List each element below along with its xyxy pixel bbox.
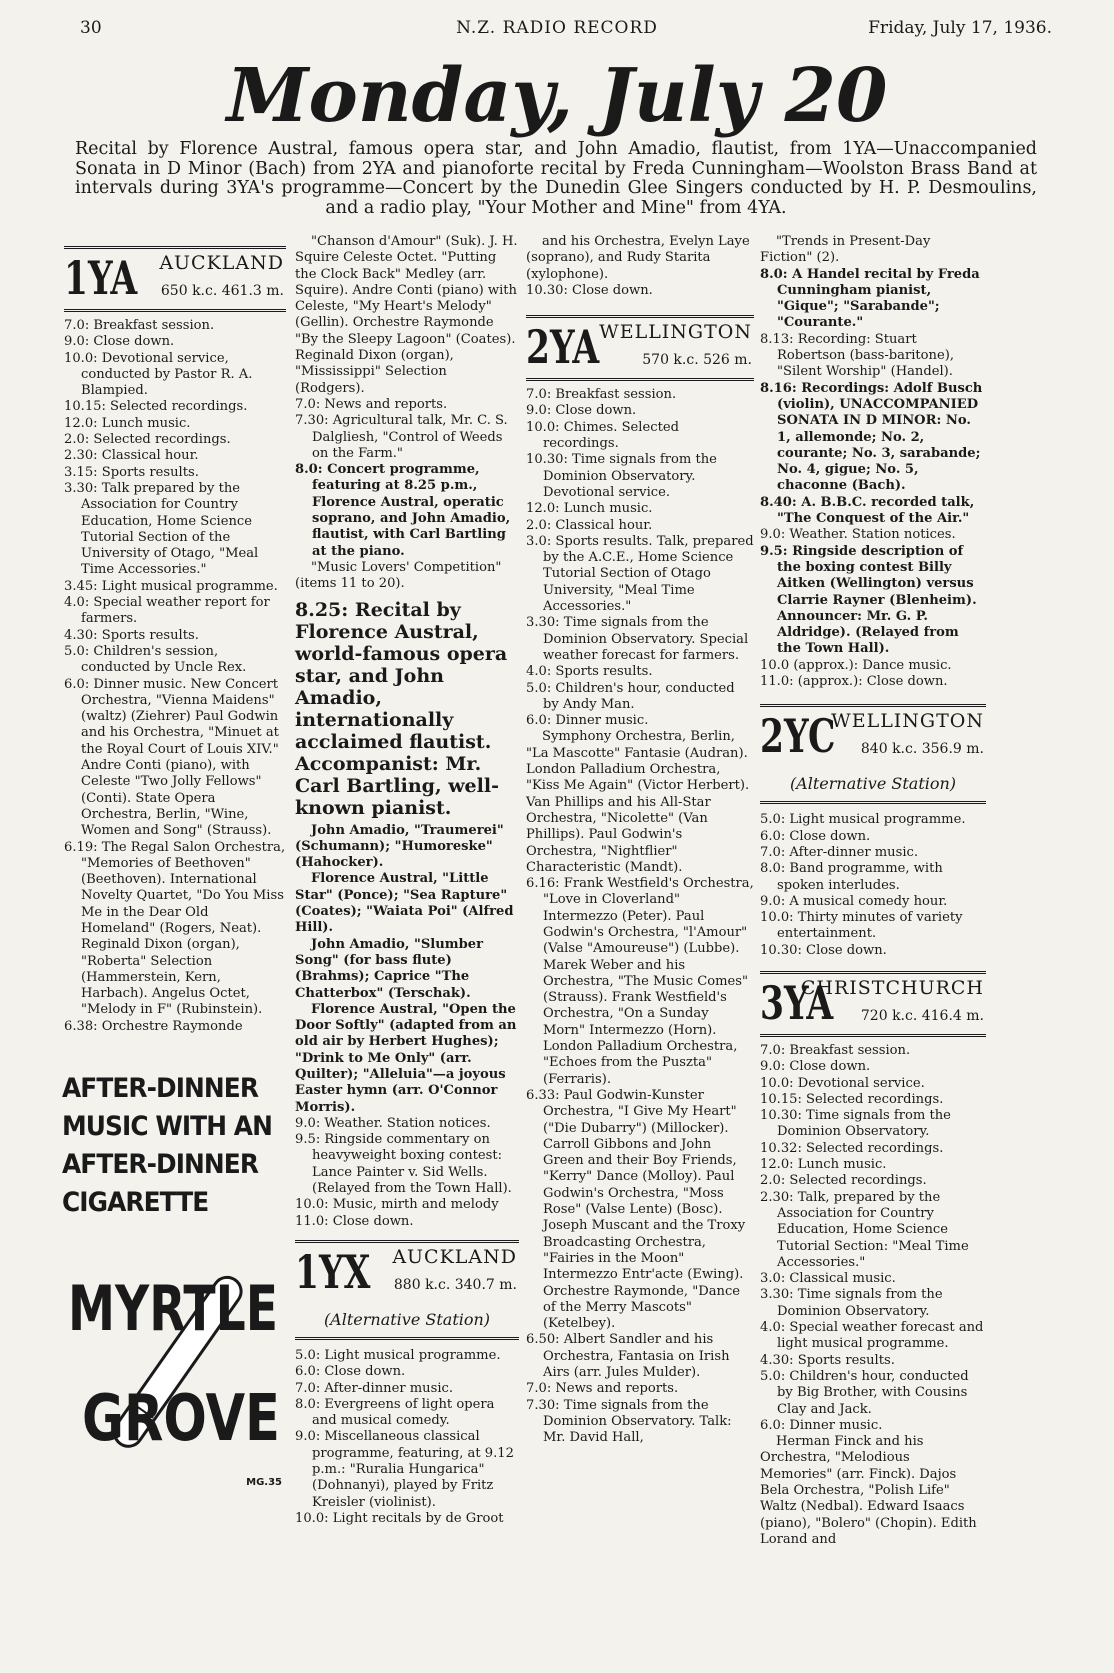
issue-date: Friday, July 17, 1936. <box>868 18 1052 38</box>
programme-item: 10.0: Music, mirth and melody <box>295 1197 499 1213</box>
station-1yx-header <box>295 1240 519 1303</box>
column-1 <box>64 240 286 1035</box>
programme-item: 9.0: Close down. <box>526 403 637 419</box>
programme-item: 8.0: Concert programme, featuring at 8.25 p.m., Florence Austral, operatic soprano, and John Amadio, flautist, with Carl Bartling at the piano. <box>295 462 511 559</box>
brand-name-line: GROVE <box>82 1382 280 1456</box>
programme-item: 4.30: Sports results. <box>760 1352 895 1368</box>
ad-line: MUSIC WITH AN <box>62 1111 272 1142</box>
programme-item: "Music Lovers' Competition" (items 11 to 20). <box>295 559 502 592</box>
ad-line: CIGARETTE <box>62 1187 209 1218</box>
publication-name: N.Z. RADIO RECORD <box>456 18 658 38</box>
programme-item: 12.0: Lunch music. <box>526 501 653 517</box>
programme-item: 3.30: Talk prepared by the Association for Country Education, Home Science Tutorial Section of the University of Otago, "Meal Time Accessories." <box>64 480 259 578</box>
programme-item: 3.30: Time signals from the Dominion Observatory. <box>760 1287 943 1319</box>
station-frequency: 570 k.c. 526 m. <box>642 352 752 369</box>
programme-item: 6.0: Close down. <box>760 828 871 844</box>
programme-item: 10.0: Chimes. Selected recordings. <box>526 419 679 452</box>
station-call-sign: 3YA <box>760 975 834 1030</box>
station-call-sign: 1YX <box>295 1244 371 1299</box>
page-title: Monday, July 20 <box>226 53 888 139</box>
programme-item: 10.30: Close down. <box>760 942 887 958</box>
station-city: WELLINGTON <box>831 710 984 733</box>
programme-continuation: and his Orchestra, Evelyn Laye (soprano), and Rudy Starita (xylophone). <box>526 234 750 282</box>
programme-item: John Amadio, "Traumerei" (Schumann); "Humoreske" (Hahocker). <box>295 822 504 871</box>
alternative-station-label: (Alternative Station) <box>295 1309 519 1340</box>
programme-item: 8.13: Recording: Stuart Robertson (bass-baritone), "Silent Worship" (Handel). <box>760 331 954 380</box>
programme-item: 10.0 (approx.): Dance music. <box>760 657 952 673</box>
programme-item: 9.0: Weather. Station notices. <box>760 527 956 543</box>
ad-code: MG.35 <box>246 1477 282 1488</box>
programme-item: 9.0: Weather. Station notices. <box>295 1115 491 1131</box>
programme-item: 5.0: Light musical programme. <box>760 812 966 828</box>
brand-logo <box>62 1240 284 1480</box>
programme-item: 3.15: Sports results. <box>64 464 199 480</box>
programme-item: 10.0: Light recitals by de Groot <box>295 1510 504 1526</box>
programme-item: 10.0: Devotional service. <box>760 1075 925 1091</box>
programme-item: 7.30: Time signals from the Dominion Observatory. Talk: Mr. David Hall, <box>526 1397 732 1446</box>
programme-item: 10.32: Selected recordings. <box>760 1140 944 1156</box>
station-city: CHRISTCHURCH <box>800 976 984 999</box>
station-2yc-header <box>760 704 986 767</box>
programme-item: 10.0: Devotional service, conducted by Pastor R. A. Blampied. <box>64 350 253 399</box>
programme-item: 5.0: Children's hour, conducted by Big Brother, with Cousins Clay and Jack. <box>760 1368 969 1417</box>
myrtle-grove-advertisement <box>62 1070 284 1490</box>
programme-item: 4.0: Sports results. <box>526 664 653 680</box>
column-3 <box>526 234 754 1446</box>
page-number: 30 <box>80 18 102 38</box>
alternative-station-label: (Alternative Station) <box>760 773 986 804</box>
programme-item: 10.15: Selected recordings. <box>64 399 248 415</box>
intro-paragraph: Recital by Florence Austral, famous opera star, and John Amadio, flautist, from 1YA—Unaccompanied Sonata in D Minor (Bach) from 2YA and pianoforte recital by Freda Cunningham—Woolston Brass Band at intervals during 3YA's programme—Concert by the Dunedin Glee Singers conducted by H. P. Desmoulins, and a radio play, "Your Mother and Mine" from 4YA. <box>75 139 1037 218</box>
programme-item: 6.0: Dinner music. <box>760 1417 883 1433</box>
column-2 <box>295 234 519 1527</box>
station-frequency: 650 k.c. 461.3 m. <box>160 283 284 299</box>
programme-item: 6.38: Orchestre Raymonde <box>64 1018 243 1034</box>
programme-item: Symphony Orchestra, Berlin, "La Mascotte" Fantasie (Audran). London Palladium Orchestra, "Kiss Me Again" (Victor Herbert). Van Phillips and his All-Star Orchestra, "Nicolette" (Van Phillips). Paul Godwin's Orchestra, "Nightflier" Characteristic (Mandt). <box>526 729 750 875</box>
programme-item: 7.30: Agricultural talk, Mr. C. S. Dalgliesh, "Control of Weeds on the Farm." <box>295 413 508 461</box>
station-city: AUCKLAND <box>392 1245 517 1268</box>
station-3ya-header <box>760 971 986 1037</box>
programme-item: 5.0: Children's session, conducted by Uncle Rex. <box>64 643 247 676</box>
programme-item: 3.30: Time signals from the Dominion Observatory. Special weather forecast for farmers. <box>526 615 749 663</box>
programme-item: 2.30: Classical hour. <box>64 448 199 464</box>
programme-item: 8.0: A Handel recital by Freda Cunningham pianist, "Gique"; "Sarabande"; "Courante." <box>760 266 980 331</box>
programme-item: 6.19: The Regal Salon Orchestra, "Memories of Beethoven" (Beethoven). International Novelty Quartet, "Do You Miss Me in the Dear Old Homeland" (Rogers, Neat). Reginald Dixon (organ), "Roberta" Selection (Hammerstein, Kern, Harbach). Angelus Octet, "Melody in F" (Rubinstein). <box>64 839 286 1018</box>
station-call-sign: 2YA <box>526 320 600 375</box>
programme-item: 11.0: Close down. <box>295 1213 414 1229</box>
ad-line: AFTER-DINNER <box>62 1073 259 1104</box>
station-call-sign: 2YC <box>760 709 836 764</box>
programme-item: 2.0: Selected recordings. <box>760 1173 927 1189</box>
programme-item: 7.0: News and reports. <box>295 396 448 412</box>
programme-item: 3.45: Light musical programme. <box>64 578 278 594</box>
station-2ya-header <box>526 315 754 381</box>
programme-item: 4.0: Special weather report for farmers. <box>64 595 270 627</box>
station-1ya-header <box>64 246 286 312</box>
programme-item: 10.0: Thirty minutes of variety entertainment. <box>760 910 963 942</box>
programme-item: Florence Austral, "Little Star" (Ponce); "Sea Rapture" (Coates); "Waiata Poi" (Alfred Hill). <box>295 871 514 936</box>
programme-item: 8.0: Evergreens of light opera and musical comedy. <box>295 1396 495 1429</box>
programme-continuation: "Chanson d'Amour" (Suk). J. H. Squire Celeste Octet. "Putting the Clock Back" Medley (arr. Squire). Andre Conti (piano) with Celeste, "My Heart's Melody" (Gellin). Orchestre Raymonde "By the Sleepy Lagoon" (Coates). Reginald Dixon (organ), "Mississippi" Selection (Rodgers). <box>295 234 518 396</box>
page-header <box>0 18 1114 44</box>
station-frequency: 720 k.c. 416.4 m. <box>860 1007 984 1024</box>
programme-item: John Amadio, "Slumber Song" (for bass flute) (Brahms); Caprice "The Chatterbox" (Terschak). <box>295 936 484 1001</box>
programme-item: 2.0: Classical hour. <box>526 517 653 533</box>
programme-item: 9.0: Miscellaneous classical programme, featuring, at 9.12 p.m.: "Ruralia Hungarica" (Dohnanyi), played by Fritz Kreisler (violinist). <box>295 1429 514 1510</box>
programme-item: 6.33: Paul Godwin-Kunster Orchestra, "I Give My Heart" ("Die Dubarry") (Millocker). Carroll Gibbons and John Green and their Boy Friends, "Kerry" Dance (Molloy). Paul Godwin's Orchestra, "Moss Rose" (Valse Lente) (Bosc). Joseph Muscant and the Troxy Broadcasting Orchestra, "Fairies in the Moon" Intermezzo Entr'acte (Ewing). Orchestre Raymonde, "Dance of the Merry Mascots" (Ketelbey). <box>526 1087 746 1332</box>
programme-item: 9.0: A musical comedy hour. <box>760 893 948 909</box>
programme-item: 6.0: Dinner music. New Concert Orchestra, "Vienna Maidens" (waltz) (Ziehrer) Paul Godwin and his Orchestra, "Minuet at the Royal Court of Louis XIV." Andre Conti (piano), with Celeste "Two Jolly Fellows" (Conti). State Opera Orchestra, Berlin, "Wine, Women and Song" (Strauss). <box>64 676 279 839</box>
programme-item: 9.5: Ringside commentary on heavyweight boxing contest: Lance Painter v. Sid Wells. (Relayed from the Town Hall). <box>295 1132 512 1197</box>
programme-item: 8.16: Recordings: Adolf Busch (violin), UNACCOMPANIED SONATA IN D MINOR: No. 1, allemonde; No. 2, courante; No. 3, sarabande; No. 4, gigue; No. 5, chaconne (Bach). <box>760 380 983 494</box>
station-call-sign: 1YA <box>64 251 138 305</box>
programme-item: 2.30: Talk, prepared by the Association for Country Education, Home Science Tutorial Section: "Meal Time Accessories." <box>760 1189 969 1270</box>
station-city: AUCKLAND <box>159 252 284 274</box>
programme-item: 9.0: Close down. <box>64 334 175 350</box>
programme-item: 6.16: Frank Westfield's Orchestra, "Love in Cloverland" Intermezzo (Peter). Paul Godwin's Orchestra, "l'Amour" (Valse "Amoureuse") (Lubbe). Marek Weber and his Orchestra, "The Music Comes" (Strauss). Frank Westfield's Orchestra, "On a Sunday Morn" Intermezzo (Horn). London Palladium Orchestra, "Echoes from the Puszta" (Ferraris). <box>526 876 754 1087</box>
programme-item: 10.15: Selected recordings. <box>760 1091 944 1107</box>
programme-item: 11.0: (approx.): Close down. <box>760 674 948 690</box>
programme-item: 12.0: Lunch music. <box>64 415 191 431</box>
programme-item: 12.0: Lunch music. <box>760 1157 887 1173</box>
programme-item: 10.30: Time signals from the Dominion Observatory. Devotional service. <box>526 452 717 500</box>
programme-item: 6.0: Close down. <box>295 1364 406 1380</box>
featured-recital: 8.25: Recital by Florence Austral, world-famous opera star, and John Amadio, internationally acclaimed flautist. Accompanist: Mr. Carl Bartling, well-known pianist. <box>295 598 508 819</box>
programme-item: 9.0: Close down. <box>760 1059 871 1075</box>
brand-name-line: MYRTLE <box>68 1272 278 1345</box>
programme-item: 9.5: Ringside description of the boxing contest Billy Aitken (Wellington) versus Clarrie Rayner (Blenheim). Announcer: Mr. G. P. Aldridge). (Relayed from the Town Hall). <box>760 543 977 657</box>
programme-item: 7.0: Breakfast session. <box>760 1042 911 1058</box>
programme-item: Florence Austral, "Open the Door Softly" (adapted from an old air by Herbert Hughes); "Drink to Me Only" (arr. Quilter); "Alleluia"—a joyous Easter hymn (arr. O'Connor Morris). <box>295 1001 517 1115</box>
ad-line: AFTER-DINNER <box>62 1149 259 1180</box>
programme-item: 7.0: News and reports. <box>526 1381 679 1397</box>
programme-item: 5.0: Light musical programme. <box>295 1347 501 1363</box>
programme-item: 6.0: Dinner music. <box>526 713 649 729</box>
programme-item: 10.30: Close down. <box>526 282 653 298</box>
programme-item: 8.40: A. B.B.C. recorded talk, "The Conquest of the Air." <box>760 494 975 527</box>
programme-item: 7.0: Breakfast session. <box>64 318 215 333</box>
station-frequency: 840 k.c. 356.9 m. <box>860 741 984 758</box>
programme-item: 5.0: Children's hour, conducted by Andy Man. <box>526 680 735 712</box>
column-4 <box>760 234 986 1548</box>
programme-item: 4.30: Sports results. <box>64 627 199 643</box>
programme-item: Herman Finck and his Orchestra, "Melodious Memories" (arr. Finck). Dajos Bela Orchestra, "Polish Life" Waltz (Nedbal). Edward Isaacs (piano), "Bolero" (Chopin). Edith Lorand and <box>760 1434 977 1547</box>
programme-item: 2.0: Selected recordings. <box>64 432 231 448</box>
programme-item: 7.0: Breakfast session. <box>526 387 677 403</box>
programme-item: 6.50: Albert Sandler and his Orchestra, Fantasia on Irish Airs (arr. Jules Mulder). <box>526 1332 730 1380</box>
programme-continuation: "Trends in Present-Day Fiction" (2). <box>760 234 931 266</box>
station-frequency: 880 k.c. 340.7 m. <box>393 1276 517 1293</box>
programme-item: 4.0: Special weather forecast and light musical programme. <box>760 1320 984 1352</box>
programme-item: 3.0: Classical music. <box>760 1271 896 1287</box>
programme-item: 7.0: After-dinner music. <box>760 844 919 860</box>
programme-item: 8.0: Band programme, with spoken interludes. <box>760 861 943 893</box>
programme-item: 3.0: Sports results. Talk, prepared by the A.C.E., Home Science Tutorial Section of Otago University, "Meal Time Accessories." <box>526 533 754 615</box>
programme-item: 7.0: After-dinner music. <box>295 1380 454 1396</box>
station-city: WELLINGTON <box>599 321 752 344</box>
programme-item: 10.30: Time signals from the Dominion Observatory. <box>760 1108 951 1140</box>
